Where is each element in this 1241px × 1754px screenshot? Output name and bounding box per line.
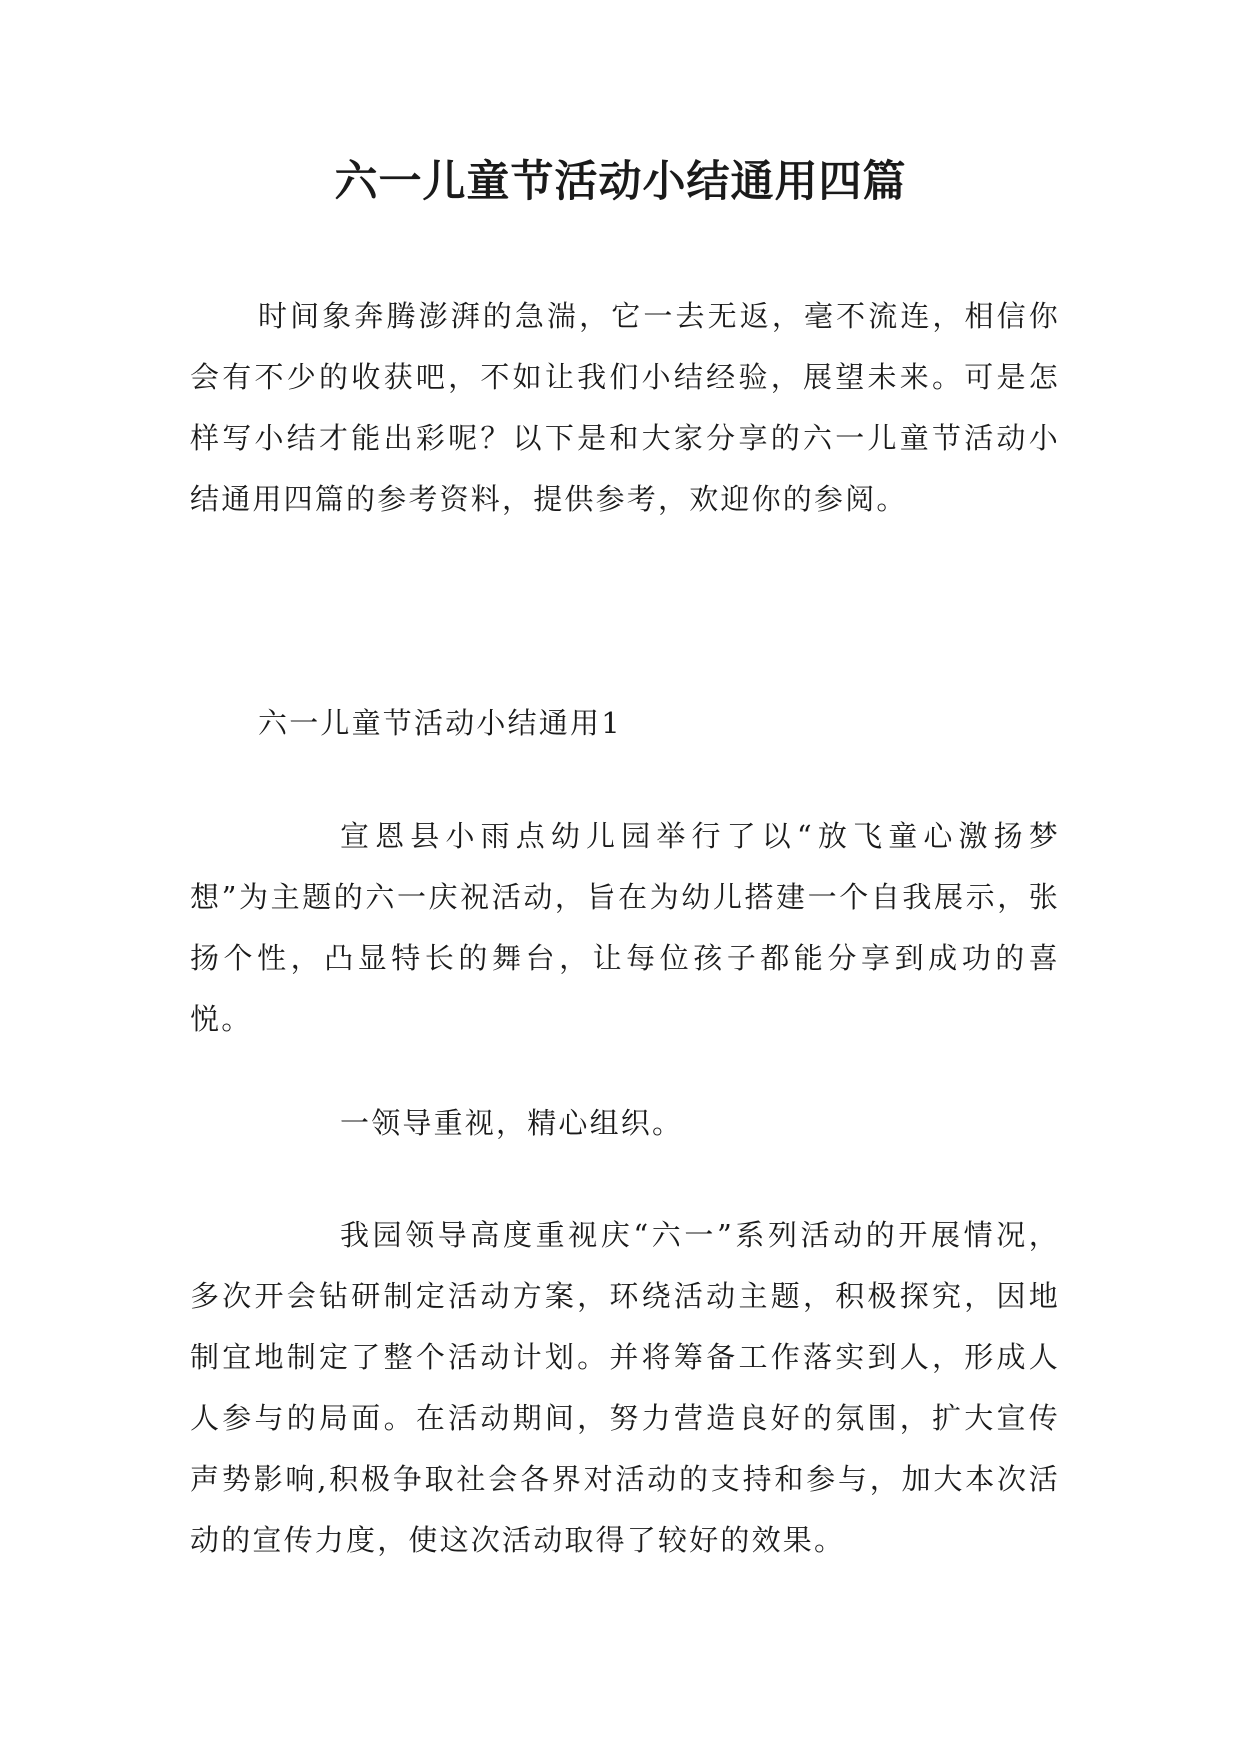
section-paragraph-2: 我园领导高度重视庆“六一”系列活动的开展情况，多次开会钻研制定活动方案，环绕活动主题，积极探究，因地制宜地制定了整个活动计划。并将筹备工作落实到人，形成人人参与的局面。在活动期间，努力营造良好的氛围，扩大宣传声势影响,积极争取社会各界对活动的支持和参与，加大本次活动的宣传力度，使这次活动取得了较好的效果。 — [190, 1218, 1060, 1557]
section-paragraph: 宣恩县小雨点幼儿园举行了以“放飞童心激扬梦想”为主题的六一庆祝活动，旨在为幼儿搭建一个自我展示，张扬个性，凸显特长的舞台，让每位孩子都能分享到成功的喜悦。 — [190, 819, 1060, 1036]
section-heading: 六一儿童节活动小结通用1 — [258, 706, 622, 740]
document-title: 六一儿童节活动小结通用四篇 — [334, 157, 907, 207]
intro-paragraph: 时间象奔腾澎湃的急湍，它一去无返，毫不流连，相信你会有不少的收获吧，不如让我们小结经验，展望未来。可是怎样写小结才能出彩呢？以下是和大家分享的六一儿童节活动小结通用四篇的参考资料，提供参考，欢迎你的参阅。 — [190, 299, 1060, 516]
section-subheading: 一领导重视，精心组织。 — [340, 1106, 684, 1140]
